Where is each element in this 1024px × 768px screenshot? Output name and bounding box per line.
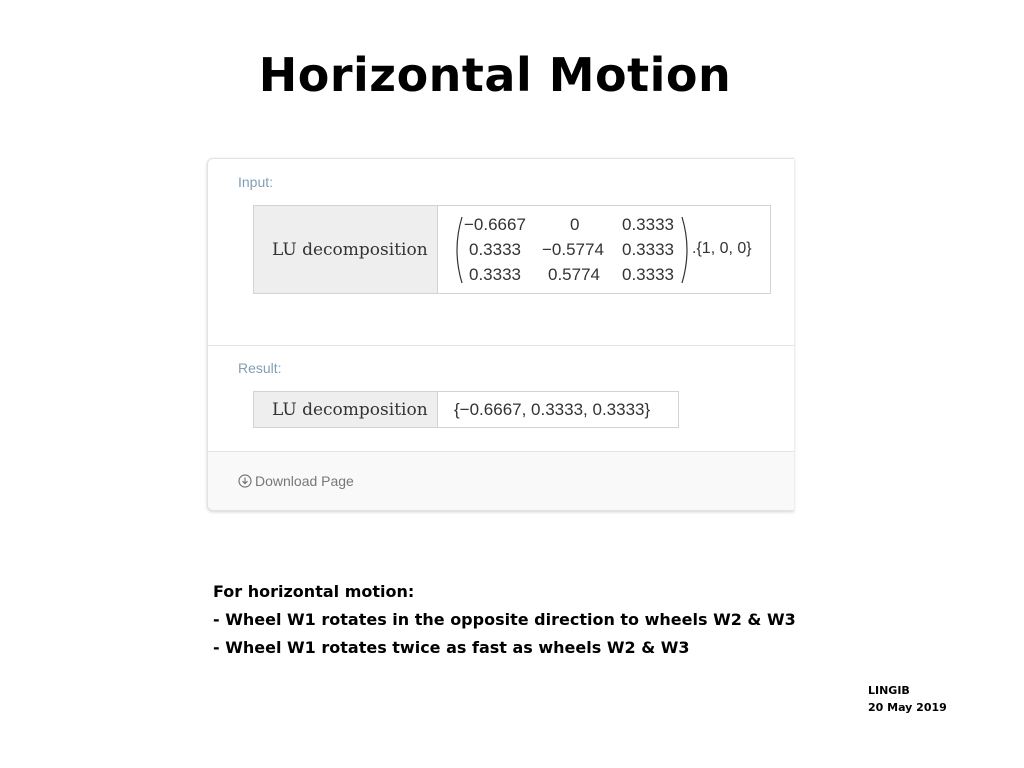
input-expression	[438, 206, 770, 293]
result-value: {−0.6667, 0.3333, 0.3333}	[454, 399, 651, 419]
vector-text: .{1, 0, 0}	[692, 239, 752, 257]
matrix-cell: 0.3333	[469, 264, 521, 284]
download-page-button[interactable]	[238, 473, 354, 489]
author: LINGIB	[868, 684, 910, 697]
input-label: Input:	[238, 174, 274, 190]
input-table	[253, 205, 771, 294]
matrix-cell: −0.5774	[542, 239, 604, 259]
pod-divider	[208, 345, 794, 346]
matrix	[438, 207, 770, 293]
matrix-cell: 0.3333	[622, 239, 674, 259]
matrix-cell: 0.5774	[548, 264, 600, 284]
note-line: - Wheel W1 rotates twice as fast as wheels W2 & W3	[213, 638, 690, 657]
result-card	[207, 158, 794, 511]
matrix-cell: 0.3333	[469, 239, 521, 259]
result-label: Result:	[238, 360, 282, 376]
input-function-name: LU decomposition	[254, 206, 438, 293]
result-table	[253, 391, 679, 428]
note-line: For horizontal motion:	[213, 582, 415, 601]
matrix-cell: 0.3333	[622, 264, 674, 284]
matrix-cell: −0.6667	[464, 214, 526, 234]
download-icon	[238, 474, 252, 488]
matrix-cell: 0.3333	[622, 214, 674, 234]
credit	[868, 682, 947, 716]
notes	[213, 578, 796, 662]
date: 20 May 2019	[868, 701, 947, 714]
matrix-cell: 0	[570, 214, 580, 234]
slide-title: Horizontal Motion	[258, 48, 732, 102]
result-function-name: LU decomposition	[254, 392, 438, 427]
note-line: - Wheel W1 rotates in the opposite direction to wheels W2 & W3	[213, 610, 796, 629]
card-footer	[208, 451, 794, 510]
download-label: Download Page	[255, 473, 354, 489]
